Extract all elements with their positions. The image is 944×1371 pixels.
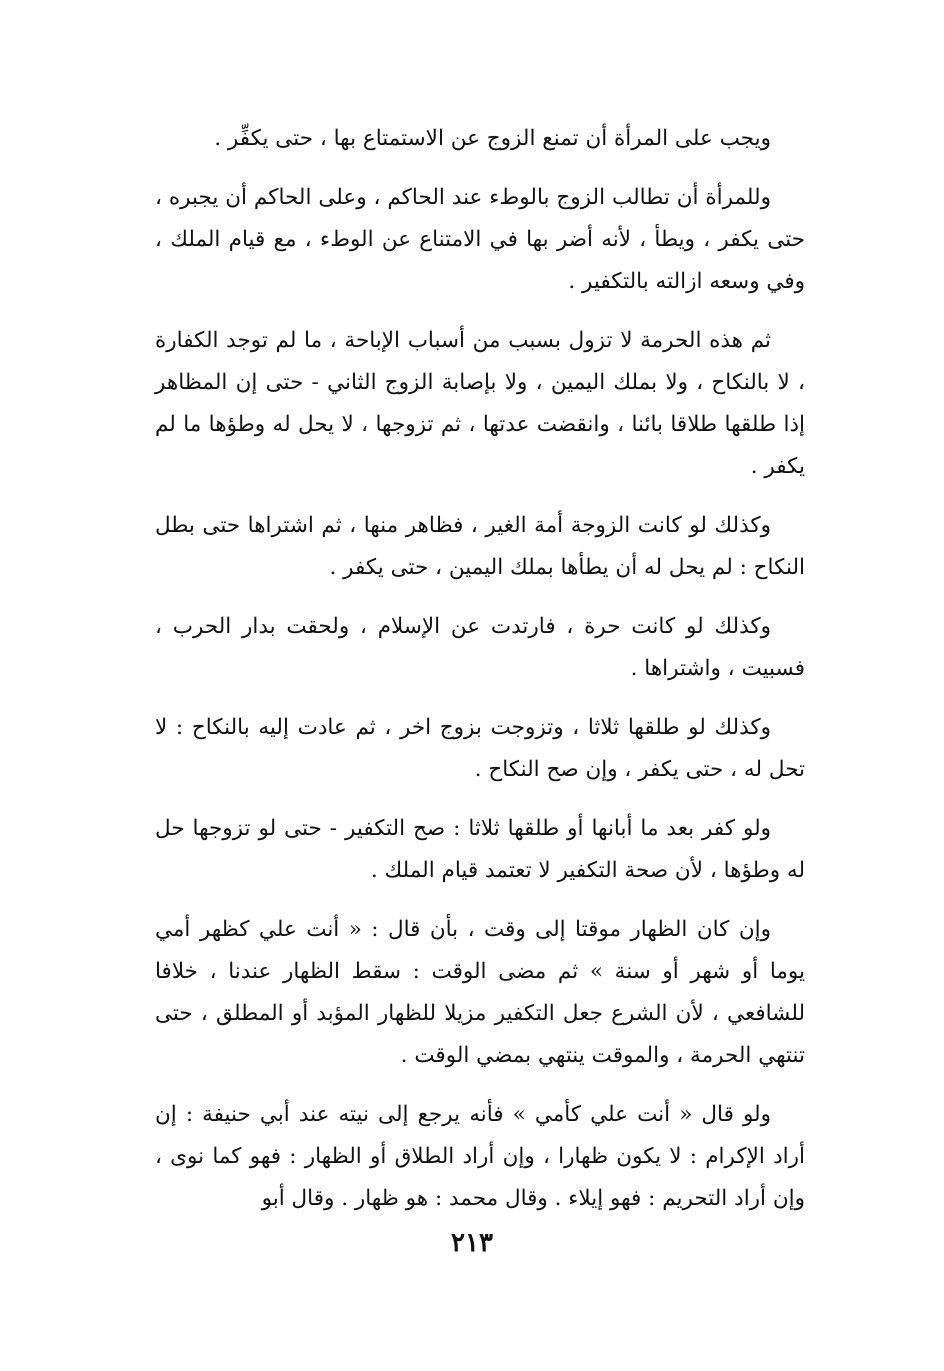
paragraph-4: وكذلك لو كانت الزوجة أمة الغير ، فظاهر منها ، ثم اشتراها حتى بطل النكاح : لم يحل له أن يطأها بملك اليمين ، حتى يكفر .: [155, 513, 805, 580]
paragraph-9: ولو قال « أنت علي كأمي » فأنه يرجع إلى نيته عند أبي حنيفة : إن أراد الإكرام : لا يكون ظهارا ، وإن أراد الطلاق أو الظهار : فهو كما نوى ، وإن أراد التحريم : فهو إيلاء . وقال محمد : هو ظهار . وقال أبو: [155, 1102, 805, 1211]
paragraph-8: وإن كان الظهار موقتا إلى وقت ، بأن قال : « أنت علي كظهر أمي يوما أو شهر أو سنة » ثم مضى الوقت : سقط الظهار عندنا ، خلافا للشافعي ، لأن الشرع جعل التكفير مزيلا للظهار المؤبد أو المطلق ، حتى تنتهي الحرمة ، والموقت ينتهي بمضي الوقت .: [155, 917, 805, 1068]
paragraph-7: ولو كفر بعد ما أبانها أو طلقها ثلاثا : صح التكفير - حتى لو تزوجها حل له وطؤها ، لأن صحة التكفير لا تعتمد قيام الملك .: [155, 816, 805, 883]
paragraph-2: وللمرأة أن تطالب الزوج بالوطء عند الحاكم ، وعلى الحاكم أن يجبره ، حتى يكفر ، ويطأ ، لأنه أضر بها في الامتناع عن الوطء ، مع قيام الملك ، وفي وسعه ازالته بالتكفير .: [155, 185, 805, 294]
paragraph-1: ويجب على المرأة أن تمنع الزوج عن الاستمتاع بها ، حتى يكفِّر .: [214, 126, 771, 151]
page-body: [155, 118, 805, 1237]
paragraph-6: وكذلك لو طلقها ثلاثا ، وتزوجت بزوج اخر ، ثم عادت إليه بالنكاح : لا تحل له ، حتى يكفر ، وإن صح النكاح .: [155, 715, 805, 782]
paragraph-3: ثم هذه الحرمة لا تزول بسبب من أسباب الإباحة ، ما لم توجد الكفارة ، لا بالنكاح ، ولا بملك اليمين ، ولا بإصابة الزوج الثاني - حتى إن المظاهر إذا طلقها طلاقا بائنا ، وانقضت عدتها ، ثم تزوجها ، لا يحل له وطؤها ما لم يكفر .: [155, 328, 805, 479]
page-number: ٢١٣: [451, 1228, 493, 1258]
paragraph-5: وكذلك لو كانت حرة ، فارتدت عن الإسلام ، ولحقت بدار الحرب ، فسبيت ، واشتراها .: [155, 614, 805, 681]
